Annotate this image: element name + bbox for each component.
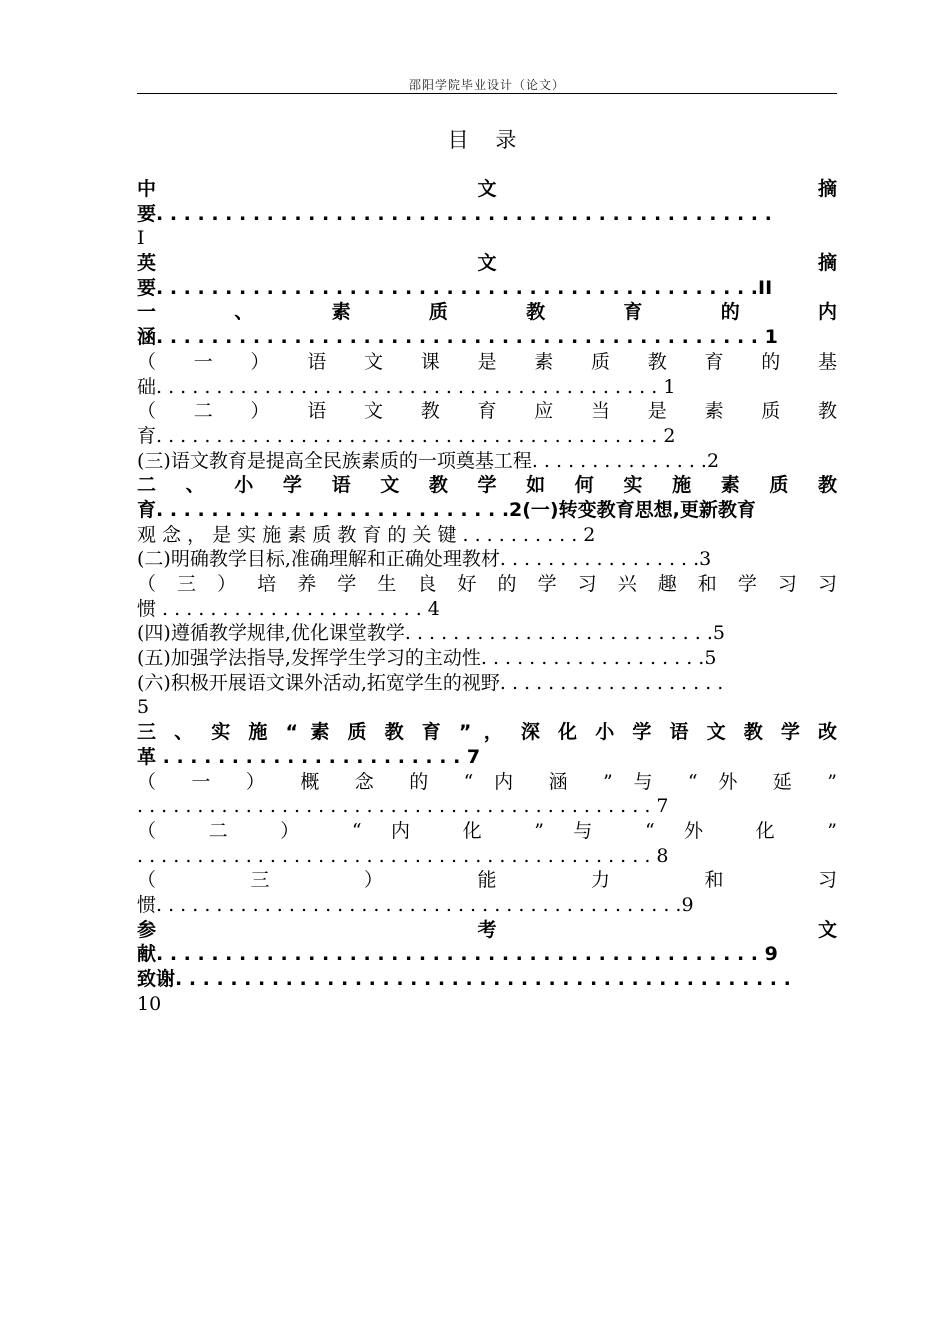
toc-line: I	[137, 227, 145, 250]
toc-line: （ 一 ） 概 念 的 “ 内 涵 ” 与 “ 外 延 ”	[137, 770, 837, 793]
toc-line: 观 念 ， 是 实 施 素 质 教 育 的 关 键 . . . . . . . . . . 2	[137, 523, 596, 546]
toc-line: (三)语文教育是提高全民族素质的一项奠基工程. . . . . . . . . . . . . . .2	[137, 449, 720, 472]
table-of-contents	[137, 177, 837, 1016]
toc-line: 育. . . . . . . . . . . . . . . . . . . . . . . . . .2(一)转变教育思想,更新教育	[137, 498, 756, 521]
toc-line: 要. . . . . . . . . . . . . . . . . . . . . . . . . . . . . . . . . . . . . . . . . . . .II	[137, 276, 773, 299]
toc-line: 5	[137, 696, 150, 719]
header-rule	[137, 93, 837, 94]
toc-line: 参 考 文	[137, 918, 837, 941]
toc-line: . . . . . . . . . . . . . . . . . . . . . . . . . . . . . . . . . . . . . . . . . . . 7	[137, 795, 669, 818]
toc-line: . . . . . . . . . . . . . . . . . . . . . . . . . . . . . . . . . . . . . . . . . . . 8	[137, 844, 669, 867]
toc-line: (二)明确教学目标,准确理解和正确处理教材. . . . . . . . . . . . . . . . .3	[137, 548, 712, 571]
toc-line: (六)积极开展语文课外活动,拓宽学生的视野. . . . . . . . . . . . . . . . . . .	[137, 671, 724, 694]
toc-line: 要. . . . . . . . . . . . . . . . . . . . . . . . . . . . . . . . . . . . . . . . . . . . .	[137, 202, 772, 225]
toc-line: (四)遵循教学规律,优化课堂教学. . . . . . . . . . . . . . . . . . . . . . . . . .5	[137, 622, 725, 645]
page-title: 目 录	[447, 128, 527, 152]
toc-line: 革 . . . . . . . . . . . . . . . . . . . . . . 7	[137, 745, 481, 768]
toc-line: （ 三 ） 能 力 和 习	[137, 869, 837, 892]
toc-line: （ 二 ） “ 内 化 ” 与 “ 外 化 ”	[137, 819, 837, 842]
toc-line: 惯. . . . . . . . . . . . . . . . . . . . . . . . . . . . . . . . . . . . . . . . . . . .9	[137, 893, 694, 916]
toc-line: 惯 . . . . . . . . . . . . . . . . . . . . . . 4	[137, 597, 440, 620]
page-header: 邵阳学院毕业设计（论文）	[408, 78, 565, 92]
toc-line: 10	[137, 992, 162, 1015]
toc-line: (五)加强学法指导,发挥学生学习的主动性. . . . . . . . . . . . . . . . . . .5	[137, 647, 717, 670]
toc-line: 二 、 小 学 语 文 教 学 如 何 实 施 素 质 教	[137, 474, 837, 497]
toc-line: 一 、 素 质 教 育 的 内	[137, 301, 837, 324]
toc-line: （ 三 ） 培 养 学 生 良 好 的 学 习 兴 趣 和 学 习 习	[137, 573, 837, 595]
toc-line: （ 一 ） 语 文 课 是 素 质 教 育 的 基	[137, 350, 837, 373]
toc-line: 献. . . . . . . . . . . . . . . . . . . . . . . . . . . . . . . . . . . . . . . . . . . . 9	[137, 943, 778, 966]
toc-line: 致谢. . . . . . . . . . . . . . . . . . . . . . . . . . . . . . . . . . . . . . . . . . . . .	[137, 968, 791, 990]
toc-line: 础. . . . . . . . . . . . . . . . . . . . . . . . . . . . . . . . . . . . . . . . . . 1	[137, 375, 676, 398]
toc-line: 中 文 摘	[137, 178, 837, 200]
toc-line: （ 二 ） 语 文 教 育 应 当 是 素 质 教	[137, 400, 837, 423]
toc-line: 育. . . . . . . . . . . . . . . . . . . . . . . . . . . . . . . . . . . . . . . . . . 2	[137, 424, 676, 447]
toc-line: 三 、 实 施 “ 素 质 教 育 ” ， 深 化 小 学 语 文 教 学 改	[137, 721, 837, 744]
toc-line: 涵. . . . . . . . . . . . . . . . . . . . . . . . . . . . . . . . . . . . . . . . . . . . 1	[137, 326, 778, 349]
toc-line: 英 文 摘	[137, 252, 837, 275]
